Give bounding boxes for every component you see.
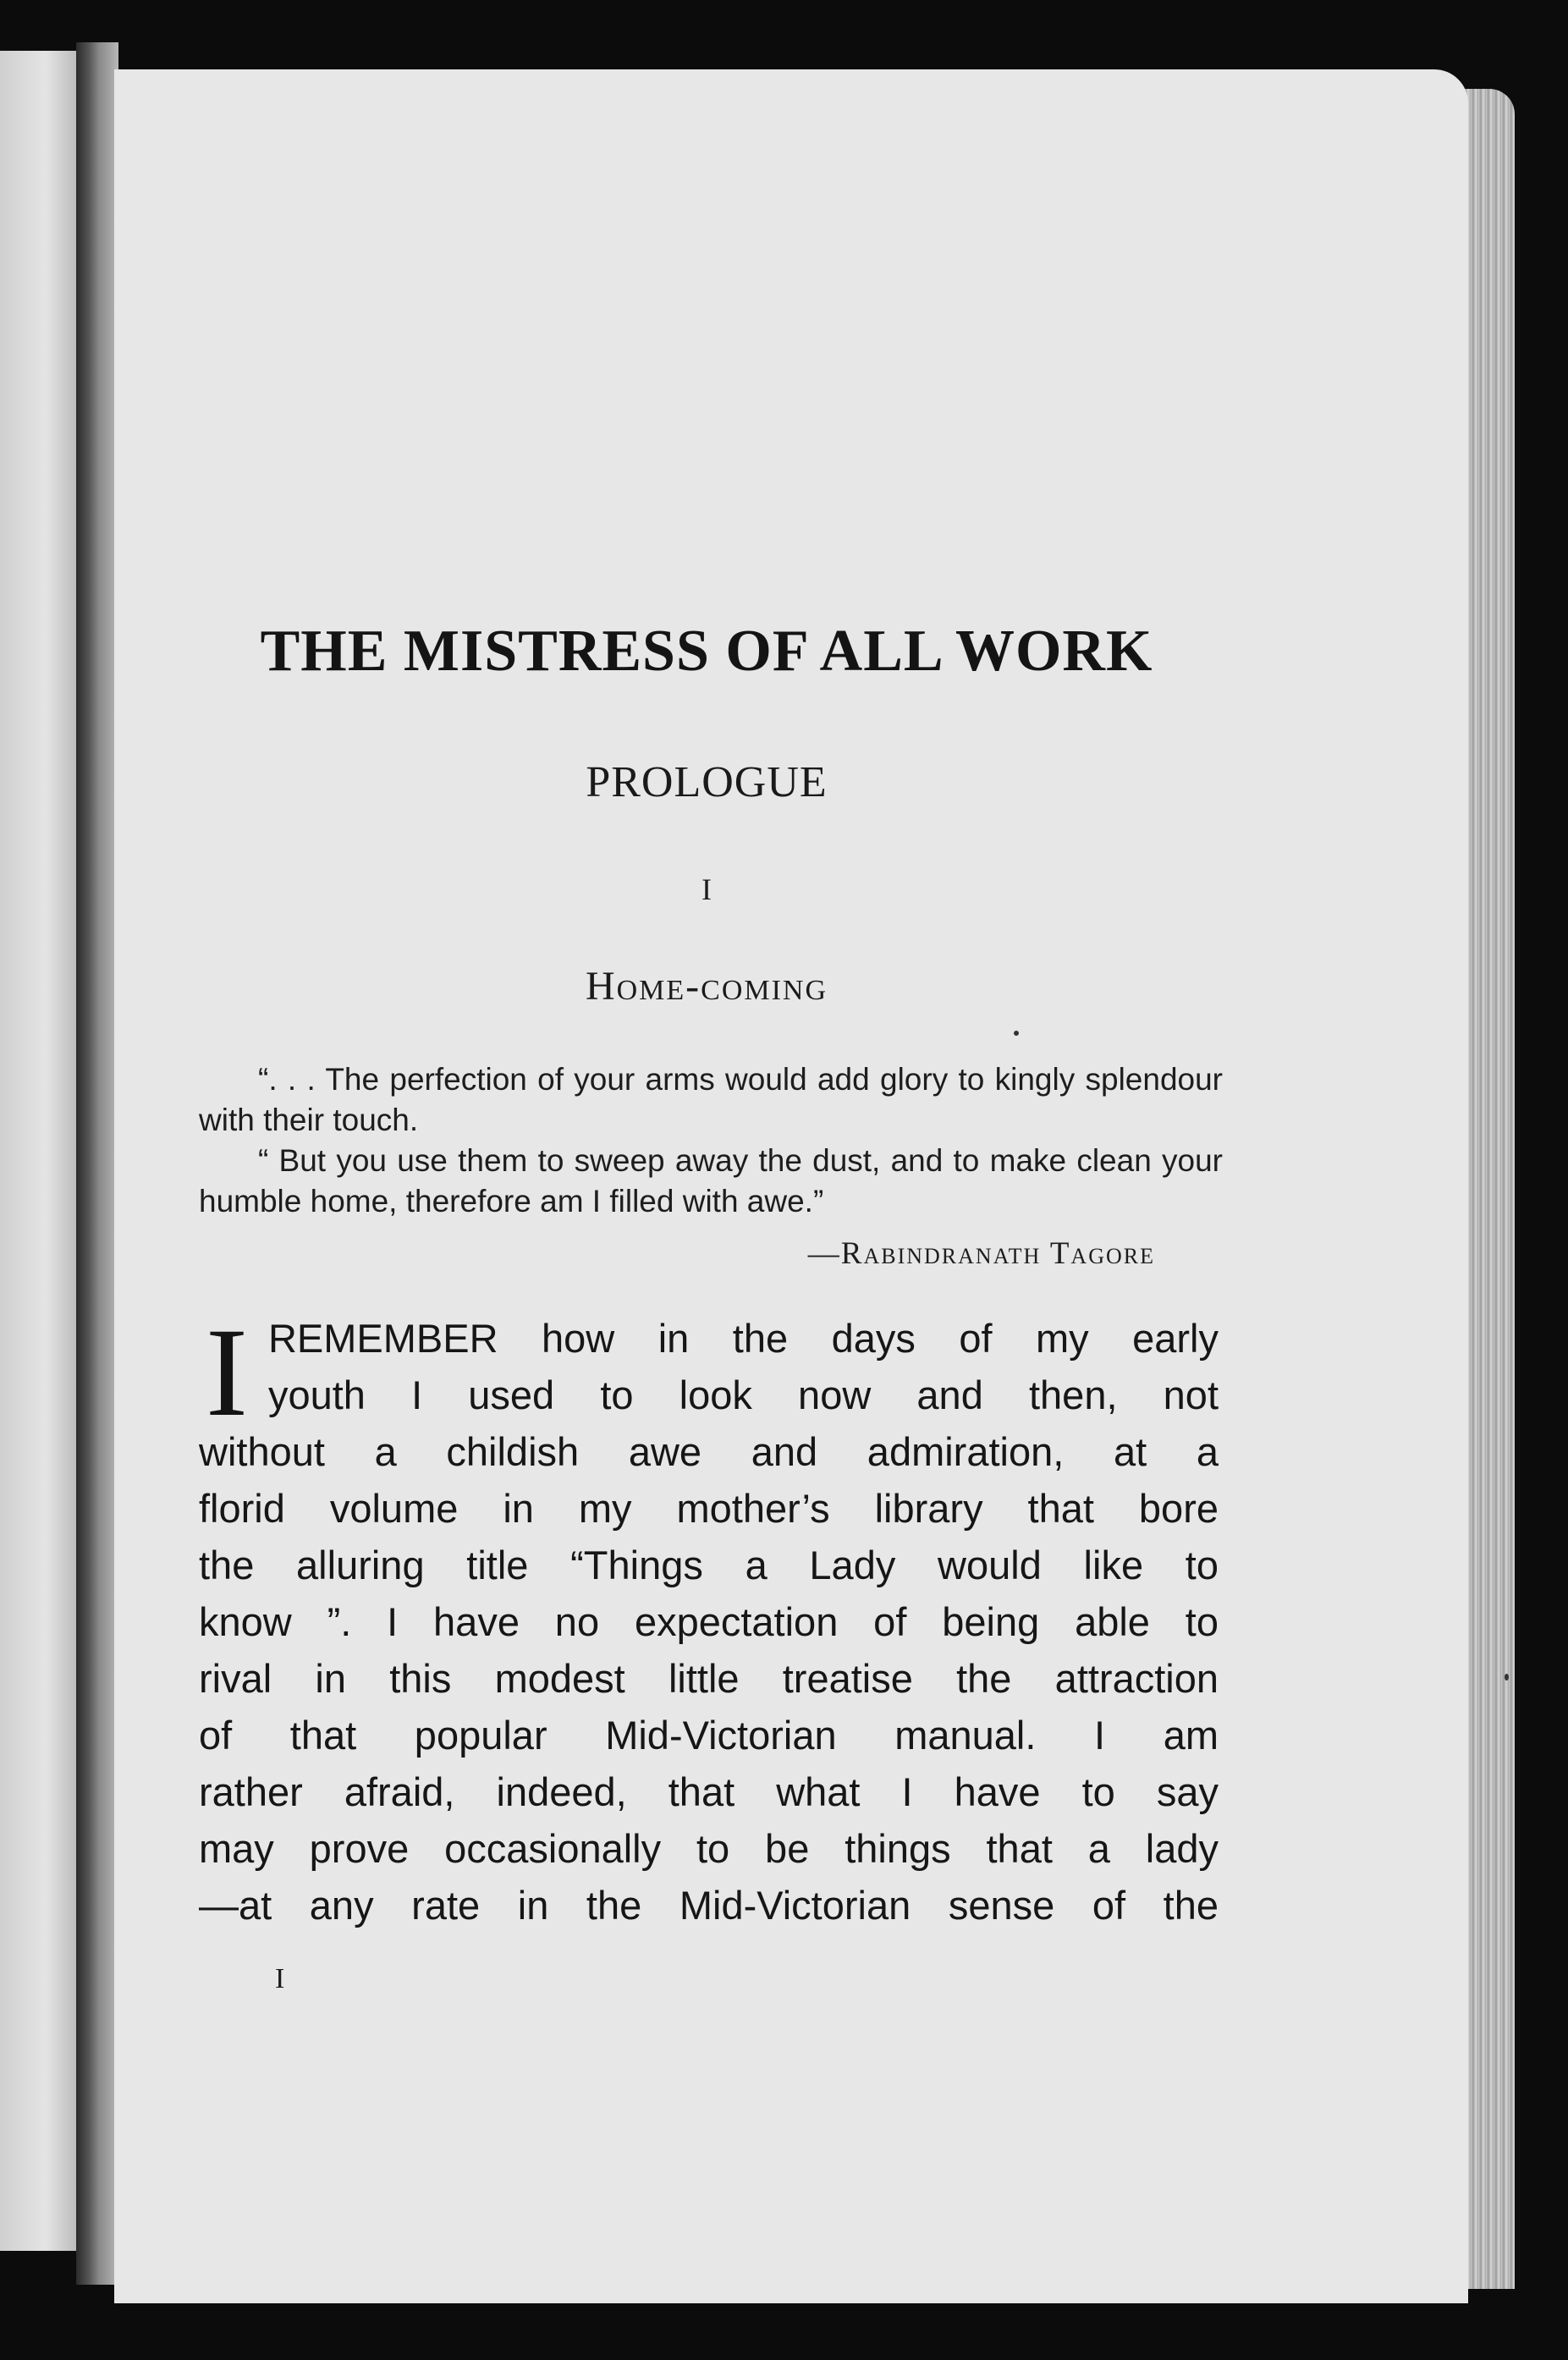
section-number: I xyxy=(701,872,712,906)
book-gutter xyxy=(76,42,118,2285)
text-line: REMEMBER how in the days of my early xyxy=(267,1316,1219,1361)
scan-speck xyxy=(1505,1674,1509,1681)
text-line: without a childish awe and admiration, at a xyxy=(199,1429,1219,1474)
book-title: THE MISTRESS OF ALL WORK xyxy=(260,619,1153,684)
epigraph xyxy=(199,1059,1223,1222)
part-heading: PROLOGUE xyxy=(586,758,828,806)
text-line: the alluring title “Things a Lady would like to xyxy=(199,1543,1219,1587)
epigraph-attribution: —Rabindranath Tagore xyxy=(807,1236,1155,1271)
text-line: rival in this modest little treatise the attraction xyxy=(199,1656,1219,1701)
text-line: of that popular Mid-Victorian manual. I am xyxy=(199,1713,1219,1758)
text-line: —at any rate in the Mid-Victorian sense of the xyxy=(199,1883,1219,1928)
page-number: I xyxy=(275,1963,285,1994)
previous-page-edge xyxy=(0,51,76,2251)
text-line: know ”. I have no expectation of being able to xyxy=(199,1599,1219,1644)
chapter-title: Home-coming xyxy=(585,964,828,1009)
epigraph-paragraph: “ But you use them to sweep away the dust, and to make clean your humble home, therefore am I filled with awe.” xyxy=(199,1143,1223,1219)
epigraph-paragraph: “. . . The perfection of your arms would add glory to kingly splendour with their touch. xyxy=(199,1062,1223,1137)
text-line: youth I used to look now and then, not xyxy=(267,1373,1219,1417)
text-line: florid volume in my mother’s library that bore xyxy=(199,1486,1219,1531)
drop-cap: I xyxy=(206,1302,248,1443)
text-line: rather afraid, indeed, that what I have to say xyxy=(199,1769,1219,1814)
scan-speck xyxy=(1014,1031,1019,1036)
body-text xyxy=(199,1302,1219,1934)
text-line: may prove occasionally to be things that a lady xyxy=(199,1826,1219,1871)
